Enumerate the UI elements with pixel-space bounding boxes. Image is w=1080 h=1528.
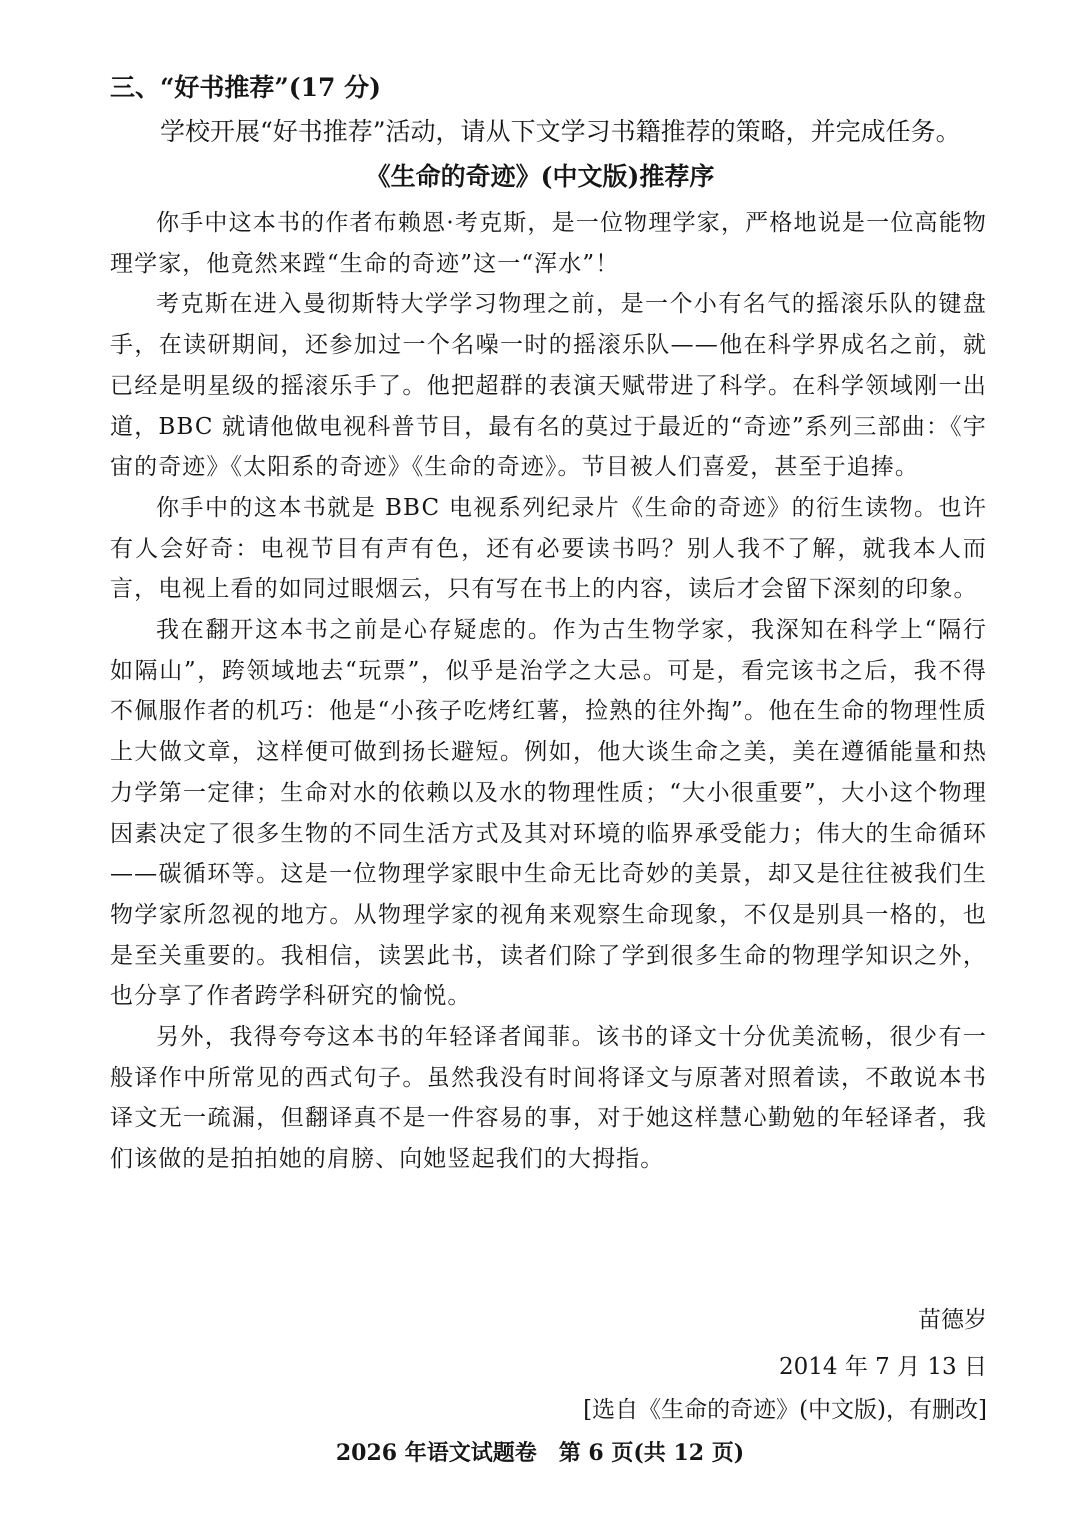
article-paragraph: 我在翻开这本书之前是心存疑虑的。作为古生物学家，我深知在科学上“隔行如隔山”，跨领域地去“玩票”，似乎是治学之大忌。可是，看完该书之后，我不得不佩服作者的机巧：他是“小孩子吃烤红薯，捡熟的往外掏”。他在生命的物理性质上大做文章，这样便可做到扬长避短。例如，他大谈生命之美，美在遵循能量和热力学第一定律；生命对水的依赖以及水的物理性质；“大小很重要”，大小这个物理因素决定了很多生物的不同生活方式及其对环境的临界承受能力；伟大的生命循环——碳循环等。这是一位物理学家眼中生命无比奇妙的美景，却又是往往被我们生物学家所忽视的地方。从物理学家的视角来观察生命现象，不仅是别具一格的，也是至关重要的。我相信，读罢此书，读者们除了学到很多生命的物理学知识之外，也分享了作者跨学科研究的愉悦。 [110,617,987,1010]
task-instruction: 学校开展“好书推荐”活动，请从下文学习书籍推荐的策略，并完成任务。 [160,117,961,146]
article-paragraph: 你手中这本书的作者布赖恩·考克斯，是一位物理学家，严格地说是一位高能物理学家，他竟然来蹚“生命的奇迹”这一“浑水”！ [110,210,987,277]
article-paragraph: 另外，我得夸夸这本书的年轻译者闻菲。该书的译文十分优美流畅，很少有一般译作中所常见的西式句子。虽然我没有时间将译文与原著对照着读，不敢说本书译文无一疏漏，但翻译真不是一件容易的事，对于她这样慧心勤勉的年轻译者，我们该做的是拍拍她的肩膀、向她竖起我们的大拇指。 [110,1024,987,1173]
article-date: 2014 年 7 月 13 日 [779,1354,987,1380]
author-signature: 苗德岁 [918,1307,987,1333]
page-footer: 2026 年语文试题卷 第 6 页(共 12 页) [335,1440,745,1466]
article-paragraph: 考克斯在进入曼彻斯特大学学习物理之前，是一个小有名气的摇滚乐队的键盘手，在读研期间，还参加过一个名噪一时的摇滚乐队——他在科学界成名之前，就已经是明星级的摇滚乐手了。他把超群的表演天赋带进了科学。在科学领域刚一出道，BBC 就请他做电视科普节目，最有名的莫过于最近的“奇迹”系列三部曲：《宇宙的奇迹》《太阳系的奇迹》《生命的奇迹》。节目被人们喜爱，甚至于追捧。 [110,291,987,481]
article-paragraph: 你手中的这本书就是 BBC 电视系列纪录片《生命的奇迹》的衍生读物。也许有人会好奇：电视节目有声有色，还有必要读书吗？别人我不了解，就我本人而言，电视上看的如同过眼烟云，只有写在书上的内容，读后才会留下深刻的印象。 [110,494,987,603]
article-body [110,203,987,1180]
section-heading: 三、“好书推荐”(17 分) [110,73,381,102]
article-title: 《生命的奇迹》(中文版)推荐序 [365,162,715,191]
source-note: [选自《生命的奇迹》(中文版)，有删改] [583,1397,987,1423]
